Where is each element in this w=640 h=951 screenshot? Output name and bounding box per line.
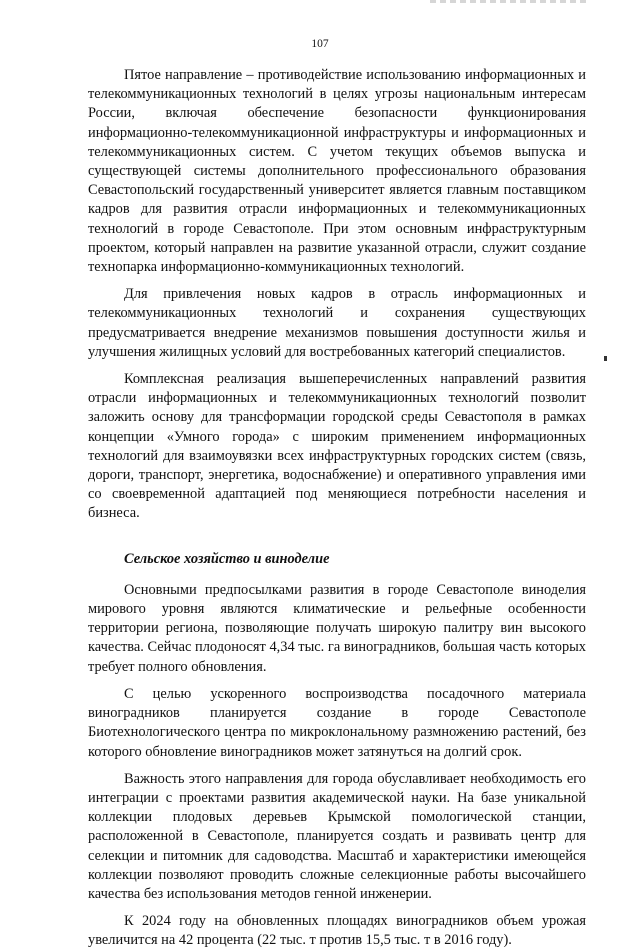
paragraph-fifth-direction: Пятое направление – противодействие использованию информационных и телекоммуникационных технологий в целях угрозы национальным интересам России, включая обеспечение безопасности функционирования информационно-телекоммуникационной инфраструктуры и информационных и телекоммуникационных систем. С учетом текущих объемов выпуска и существующей системы дополнительного профессионального образования Севастопольский государственный университет является главным поставщиком кадров для развития отрасли информационных и телекоммуникационных технологий в городе Севастополе. При этом основным инфраструктурным проектом, который направлен на развитие указанной отрасли, служит создание технопарка информационно-коммуникационных технологий. xyxy=(88,67,586,276)
scan-artifact-dot xyxy=(604,356,607,361)
paragraph-new-personnel: Для привлечения новых кадров в отрасль информационных и телекоммуникационных технологий и сохранения существующих предусматривается внедрение механизмов повышения доступности жилья и улучшения жилищных условий для востребованных категорий специалистов. xyxy=(88,286,586,360)
paragraph-viticulture-prerequisites: Основными предпосылками развития в городе Севастополе виноделия мирового уровня являются климатические и рельефные особенности территории региона, позволяющие получать широкую палитру вин высокого качества. Сейчас плодоносят 4,34 тыс. га виноградников, большая часть которых требует полного обновления. xyxy=(88,581,586,675)
section-heading: Сельское хозяйство и виноделие xyxy=(124,550,330,567)
scan-artifact xyxy=(430,0,590,3)
paragraph-harvest-2024: К 2024 году на обновленных площадях виноградников объем урожая увеличится на 42 процента (22 тыс. т против 15,5 тыс. т в 2016 году). xyxy=(88,913,586,949)
paragraph-academic-science: Важность этого направления для города обуславливает необходимость его интеграции с проектами развития академической науки. На базе уникальной коллекции плодовых деревьев Крымской помологической станции, расположенной в Севастополе, планируется создать и развивать центр для селекции и питомник для садоводства. Масштаб и характеристики имеющейся коллекции позволяют проводить сложные селекционные работы высочайшего качества без использования методов генной инженерии. xyxy=(88,770,586,902)
paragraph-biotech-center: С целью ускоренного воспроизводства посадочного материала виноградников планируется создание в городе Севастополе Биотехнологического центра по микроклональному размножению растений, без которого обновление виноградников может затянуться на долгий срок. xyxy=(88,685,586,760)
page-body xyxy=(88,66,586,951)
paragraph-smart-city: Комплексная реализация вышеперечисленных направлений развития отрасли информационных и телекоммуникационных технологий позволит заложить основу для трансформации городской среды Севастополя в рамках концепции «Умного города» с широким применением информационных технологий для взаимоувязки всех инфраструктурных городских систем (связь, дороги, транспорт, энергетика, водоснабжение) и оперативного управления ими со своевременной адаптацией под меняющиеся потребности населения и бизнеса. xyxy=(88,371,586,522)
page-number: 107 xyxy=(311,38,329,50)
